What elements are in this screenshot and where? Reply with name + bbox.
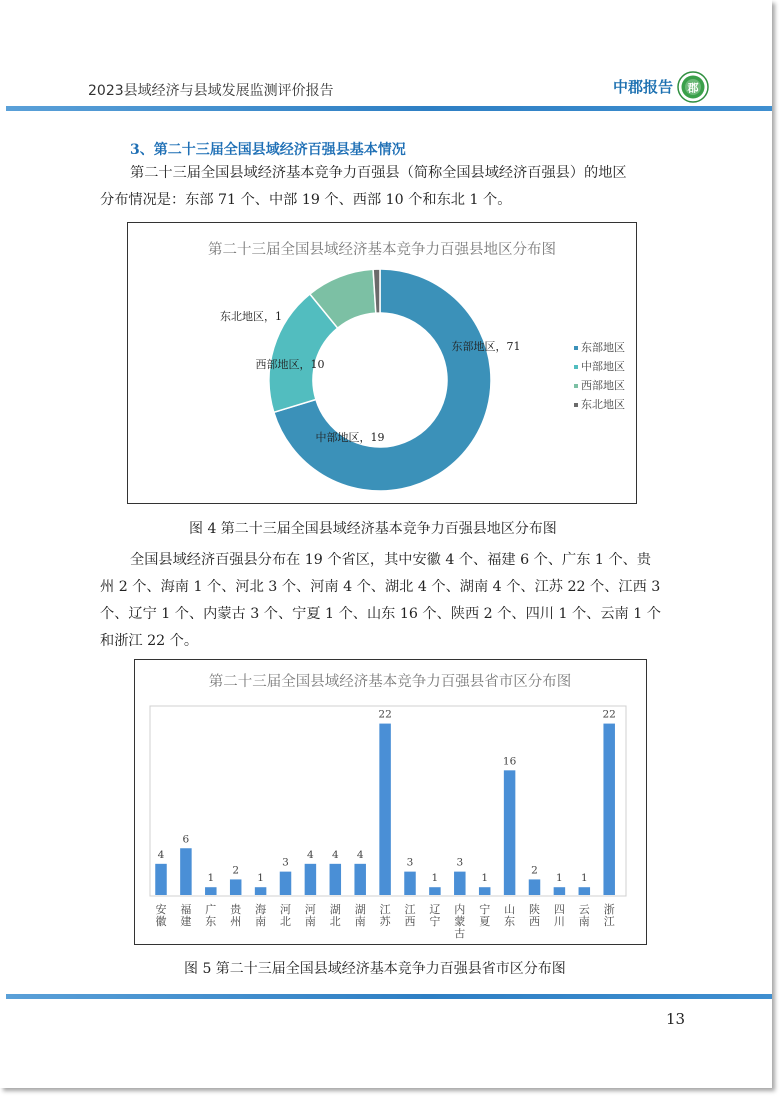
bar-category-label-12-2: 古 (454, 927, 466, 940)
bar-value-label-18: 22 (602, 708, 616, 721)
page-number: 13 (666, 1010, 686, 1028)
bar-category-label-10-1: 西 (404, 915, 416, 928)
brand-logo-icon (677, 71, 709, 103)
brand-logo-char: 郡 (687, 81, 699, 95)
bar-category-label-8-1: 南 (354, 915, 366, 928)
bar-category-label-12-0: 内 (454, 903, 466, 916)
bar-category-label-7-0: 湖 (329, 903, 341, 916)
brand-name: 中郡报告 (613, 78, 674, 96)
bar-category-label-0-1: 徽 (155, 915, 167, 928)
bar-value-label-4: 1 (257, 872, 264, 885)
bar-category-label-16-0: 四 (553, 903, 565, 916)
bar-category-label-3-1: 州 (230, 915, 242, 928)
bar-category-label-6-1: 南 (304, 915, 316, 928)
paragraph-region-distribution (100, 160, 682, 214)
bar-value-label-2: 1 (207, 872, 215, 885)
bar-value-label-12: 3 (456, 856, 464, 869)
legend-swatch-2 (574, 384, 578, 388)
legend-label-0: 东部地区 (581, 341, 625, 354)
legend-label-2: 西部地区 (581, 379, 625, 392)
bar-9 (379, 724, 391, 895)
paragraph-province-distribution (100, 547, 682, 655)
bar-18 (603, 724, 615, 895)
bar-category-label-3-0: 贵 (230, 903, 242, 916)
bar-category-label-14-1: 东 (504, 915, 516, 928)
bar-category-label-1-0: 福 (180, 903, 192, 916)
bar-17 (579, 887, 591, 895)
bar-value-label-7: 4 (331, 848, 339, 861)
bar-category-label-11-1: 宁 (429, 915, 441, 928)
bar-category-label-9-1: 苏 (379, 915, 391, 928)
para1-line1: 第二十三届全国县域经济基本竞争力百强县（简称全国县域经济百强县）的地区 (130, 165, 627, 181)
legend-swatch-1 (574, 365, 578, 369)
bar-category-label-14-0: 山 (504, 903, 516, 916)
bar-value-label-5: 3 (282, 856, 289, 869)
bar-category-label-15-1: 西 (529, 915, 540, 928)
bar-value-label-6: 4 (307, 848, 314, 861)
bar-category-label-16-1: 川 (553, 915, 565, 928)
bar-category-label-2-0: 广 (205, 903, 217, 916)
bar-category-label-4-1: 南 (255, 915, 267, 928)
para2-line4: 和浙江 22 个。 (100, 633, 199, 649)
bar-category-label-17-1: 南 (578, 915, 590, 928)
region-donut-chart-svg (128, 223, 636, 503)
bar-category-label-8-0: 湖 (354, 903, 366, 916)
bar-value-label-13: 1 (481, 872, 489, 885)
legend-swatch-3 (574, 403, 578, 407)
bar-6 (305, 864, 317, 895)
donut-data-label-1: 中部地区，19 (315, 431, 385, 444)
region-donut-chart (127, 222, 637, 504)
donut-data-label-0: 东部地区，71 (451, 340, 521, 353)
bar-category-label-7-1: 北 (329, 915, 341, 928)
bar-8 (354, 864, 366, 895)
bar-value-label-10: 3 (406, 856, 414, 869)
bar-category-label-12-1: 蒙 (454, 915, 466, 928)
bar-category-label-18-0: 浙 (603, 903, 615, 916)
bar-category-label-9-0: 江 (379, 903, 391, 916)
bar-category-label-5-1: 北 (280, 915, 291, 928)
bar-7 (330, 864, 342, 895)
legend-swatch-0 (574, 346, 578, 350)
province-bar-chart-svg (135, 660, 646, 944)
bar-category-label-2-1: 东 (205, 915, 217, 928)
bar-value-label-15: 2 (531, 864, 538, 877)
bar-value-label-0: 4 (157, 848, 165, 861)
bar-2 (205, 887, 217, 895)
para2-line2: 州 2 个、海南 1 个、河北 3 个、河南 4 个、湖北 4 个、湖南 4 个、江苏 22 个、江西 3 (100, 579, 661, 595)
bar-category-label-6-0: 河 (304, 903, 316, 916)
bar-5 (280, 872, 292, 895)
bar-category-label-13-0: 宁 (479, 903, 491, 916)
figure5-caption: 图 5 第二十三届全国县域经济基本竞争力百强县省市区分布图 (184, 961, 566, 977)
bar-14 (504, 770, 515, 895)
bar-category-label-10-0: 江 (404, 903, 416, 916)
section-heading: 3、第二十三届全国县域经济百强县基本情况 (130, 142, 406, 158)
bar-category-label-11-0: 辽 (429, 903, 441, 916)
bar-category-label-0-0: 安 (155, 903, 167, 916)
bar-12 (454, 872, 466, 895)
bar-4 (255, 887, 267, 895)
para1-line2: 分布情况是：东部 71 个、中部 19 个、西部 10 个和东北 1 个。 (100, 192, 512, 208)
bar-category-label-1-1: 建 (180, 915, 192, 928)
bar-0 (155, 864, 167, 895)
para2-line1: 全国县域经济百强县分布在 19 个省区，其中安徽 4 个、福建 6 个、广东 1 个、贵 (130, 552, 652, 568)
bar-value-label-1: 6 (182, 833, 190, 846)
donut-chart-title: 第二十三届全国县域经济基本竞争力百强县地区分布图 (208, 242, 556, 258)
bar-value-label-17: 1 (580, 872, 588, 885)
bar-value-label-8: 4 (356, 848, 364, 861)
bar-13 (479, 887, 491, 895)
bar-1 (180, 848, 192, 895)
header-divider (6, 106, 772, 111)
bar-category-label-4-0: 海 (255, 903, 267, 916)
bar-value-label-16: 1 (556, 872, 563, 885)
bar-category-label-18-1: 江 (603, 915, 615, 928)
donut-data-label-3: 东北地区，1 (220, 310, 282, 323)
bar-category-label-17-0: 云 (578, 903, 590, 916)
report-header-title: 2023县域经济与县域发展监测评价报告 (88, 83, 334, 99)
bar-chart-title: 第二十三届全国县域经济基本竞争力百强县省市区分布图 (208, 674, 572, 690)
bar-16 (554, 887, 566, 895)
province-bar-chart (134, 659, 647, 945)
bar-3 (230, 879, 242, 895)
bar-value-label-11: 1 (431, 872, 439, 885)
bar-10 (404, 872, 416, 895)
bar-value-label-9: 22 (378, 708, 392, 721)
bar-category-label-5-0: 河 (280, 903, 291, 916)
bar-value-label-3: 2 (232, 864, 240, 877)
legend-label-3: 东北地区 (581, 398, 625, 411)
para2-line3: 个、辽宁 1 个、内蒙古 3 个、宁夏 1 个、山东 16 个、陕西 2 个、四川 1 个、云南 1 个 (100, 606, 661, 622)
bar-category-label-13-1: 夏 (479, 915, 491, 928)
legend-label-1: 中部地区 (581, 360, 625, 373)
footer-divider (6, 994, 772, 999)
bar-value-label-14: 16 (502, 755, 517, 768)
bar-11 (429, 887, 441, 895)
bar-category-label-15-0: 陕 (529, 903, 540, 916)
figure4-caption: 图 4 第二十三届全国县域经济基本竞争力百强县地区分布图 (189, 521, 557, 537)
bar-15 (529, 879, 541, 895)
donut-data-label-2: 西部地区，10 (255, 358, 325, 371)
